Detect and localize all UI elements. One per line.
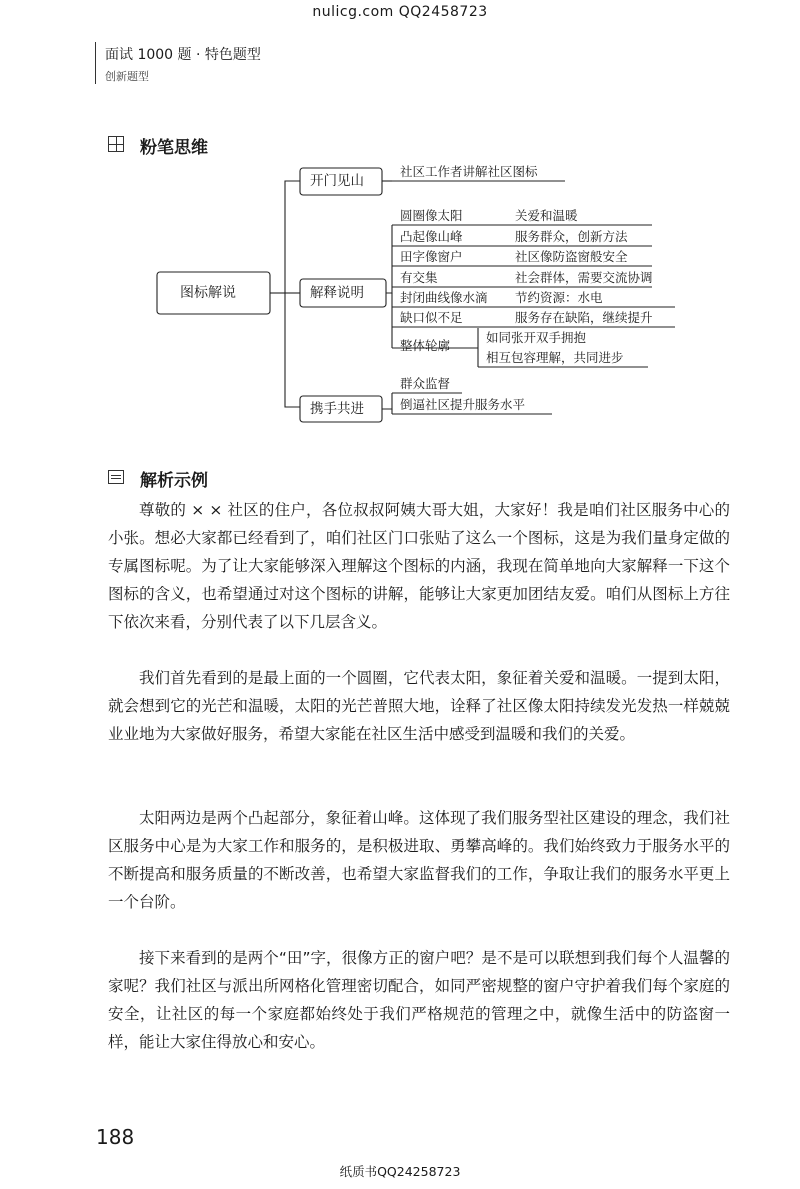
paragraph: 接下来看到的是两个“田”字，很像方正的窗户吧？是不是可以联想到我们每个人温馨的家呢？我们社区与派出所网格化管理密切配合，如同严密规整的窗户守护着我们每个家庭的安全，让社区的每一个家庭都始终处于我们严格规范的管理之中，就像生活中的防盗窗一样，能让大家住得放心和安心。	[108, 949, 730, 1051]
mindmap-leaf-right: 社区像防盗窗般安全	[515, 249, 628, 264]
section-title-mindmap: 粉笔思维	[140, 138, 208, 158]
header-title: 面试 1000 题 · 特色题型	[105, 47, 261, 63]
mindmap-leaf-left: 田字像窗户	[400, 249, 463, 264]
watermark-bottom: 纸质书QQ24258723	[339, 1164, 461, 1179]
mindmap-leaf-right: 关爱和温暖	[515, 208, 578, 223]
mindmap-leaf-right: 节约资源：水电	[515, 290, 603, 305]
mindmap-leaf-left: 凸起像山峰	[400, 229, 463, 244]
watermark-top: nulicg.com QQ2458723	[312, 4, 488, 20]
header-subtitle: 创新题型	[105, 70, 149, 83]
mindmap-leaf-right: 服务存在缺陷，继续提升	[515, 310, 653, 325]
mindmap-root: 图标解说	[180, 285, 236, 301]
mindmap-leaf: 社区工作者讲解社区图标	[400, 164, 538, 179]
mindmap-leaf-left: 缺口似不足	[400, 310, 463, 325]
mindmap-leaf: 倒逼社区提升服务水平	[400, 397, 526, 412]
mindmap-branch-2: 解释说明	[310, 285, 364, 301]
section-title-example: 解析示例	[140, 471, 208, 491]
mindmap-branch-3: 携手共进	[310, 401, 364, 417]
mindmap-leaf-left: 封闭曲线像水滴	[400, 290, 488, 305]
mindmap-leaf: 相互包容理解，共同进步	[486, 350, 624, 365]
mindmap-leaf-left: 有交集	[400, 270, 438, 285]
paragraph: 太阳两边是两个凸起部分，象征着山峰。这体现了我们服务型社区建设的理念，我们社区服务中心是为大家工作和服务的，是积极进取、勇攀高峰的。我们始终致力于服务水平的不断提高和服务质量的不断改善，也希望大家监督我们的工作，争取让我们的服务水平更上一个台阶。	[108, 809, 730, 911]
mindmap-branch-1: 开门见山	[310, 173, 364, 189]
mindmap-sub-branch: 整体轮廓	[400, 338, 451, 353]
mindmap-leaf: 如同张开双手拥抱	[486, 330, 587, 345]
paragraph: 我们首先看到的是最上面的一个圆圈，它代表太阳，象征着关爱和温暖。一提到太阳，就会想到它的光芒和温暖，太阳的光芒普照大地，诠释了社区像太阳持续发光发热一样兢兢业业地为大家做好服务，希望大家能在社区生活中感受到温暖和我们的关爱。	[108, 669, 730, 743]
mindmap-leaf-right: 社会群体，需要交流协调	[515, 270, 653, 285]
list-icon	[108, 470, 124, 484]
page-number: 188	[96, 1125, 135, 1149]
paragraph: 尊敬的 × × 社区的住户，各位叔叔阿姨大哥大姐，大家好！我是咱们社区服务中心的小张。想必大家都已经看到了，咱们社区门口张贴了这么一个图标，这是为我们量身定做的专属图标呢。为了让大家能够深入理解这个图标的内涵，我现在简单地向大家解释一下这个图标的含义，也希望通过对这个图标的讲解，能够让大家更加团结友爱。咱们从图标上方往下依次来看，分别代表了以下几层含义。	[108, 501, 730, 631]
mindmap-leaf: 群众监督	[400, 376, 451, 391]
mindmap-leaf-left: 圆圈像太阳	[400, 208, 463, 223]
mindmap-leaf-right: 服务群众，创新方法	[515, 229, 628, 244]
